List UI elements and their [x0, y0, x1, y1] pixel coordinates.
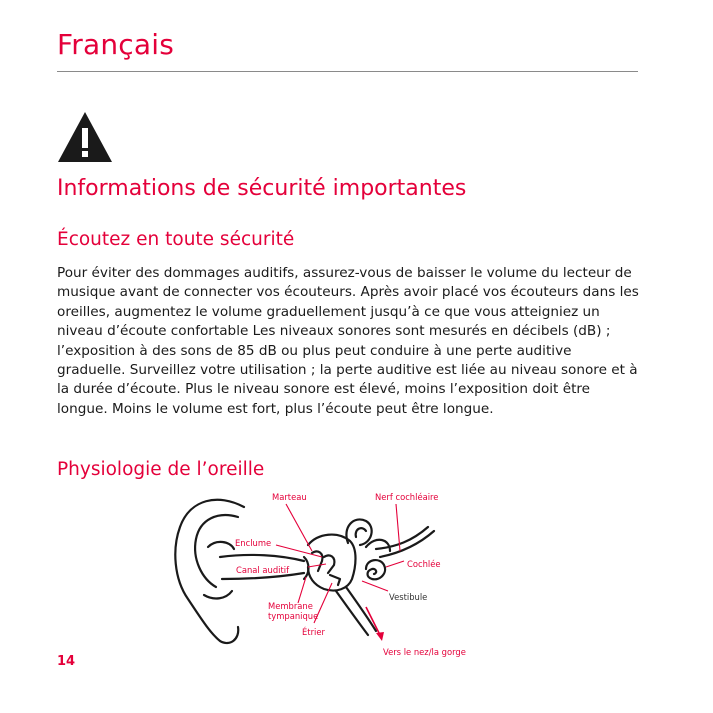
label-etrier: Étrier	[302, 627, 325, 637]
label-membrane: Membrane	[268, 601, 313, 611]
label-enclume: Enclume	[235, 538, 272, 548]
label-marteau: Marteau	[272, 492, 307, 502]
label-nerf-cochleaire: Nerf cochléaire	[375, 492, 439, 502]
ear-diagram	[160, 487, 480, 662]
safety-heading: Informations de sécurité importantes	[57, 176, 467, 201]
safety-paragraph: Pour éviter des dommages auditifs, assurez-vous de baisser le volume du lecteur de musique avant de connecter vos écouteurs. Après avoir placé vos écouteurs dans les oreilles, augmentez le volume graduellement jusqu’à ce que vous atteigniez un niveau d’écoute confortable Les niveaux sonores sont mesurés en décibels (dB) ; l’exposition à des sons de 85 dB ou plus peut conduire à une perte auditive graduelle. Surveillez votre utilisation ; la perte auditive est liée au niveau sonore et à la durée d’écoute. Plus le niveau sonore est élevé, moins l’exposition doit être longue. Moins le volume est fort, plus l’écoute peut être longue.	[57, 265, 639, 417]
ear-physiology-heading: Physiologie de l’oreille	[57, 459, 265, 480]
language-title: Français	[57, 28, 175, 61]
label-canal-auditif: Canal auditif	[236, 565, 290, 575]
page-number: 14	[57, 654, 76, 669]
header-divider	[57, 71, 638, 72]
label-cochlee: Cochlée	[407, 559, 441, 569]
listening-subheading: Écoutez en toute sécurité	[57, 229, 295, 250]
label-tympanique: tympanique	[268, 611, 319, 621]
label-nez-gorge: Vers le nez/la gorge	[383, 647, 466, 657]
warning-triangle-icon	[57, 111, 113, 163]
label-vestibule: Vestibule	[389, 592, 428, 602]
